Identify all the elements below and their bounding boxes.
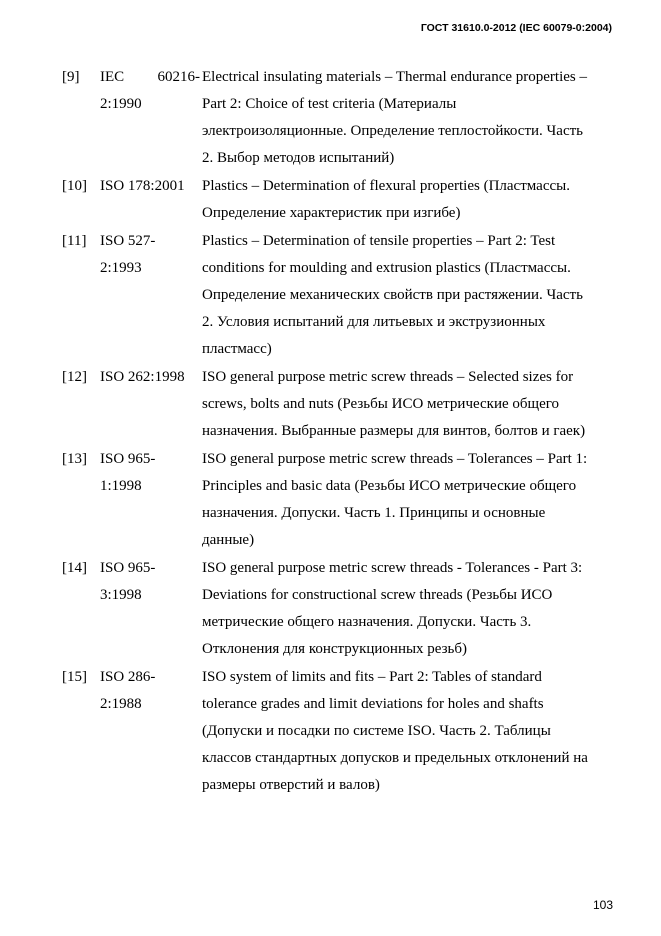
reference-code-line2: 3:1998	[100, 587, 142, 603]
reference-code-line2: 1:1998	[100, 478, 142, 494]
reference-code	[100, 364, 202, 445]
reference-code-line1: ISO 527-	[100, 233, 156, 249]
reference-code	[100, 64, 202, 172]
reference-title: Plastics – Determination of tensile properties – Part 2: Test conditions for moulding and extrusion plastics (Пластмассы. Определение механических свойств при растяжении. Часть 2. Условия испытаний для литьевых и экструзионных пластмасс)	[202, 233, 583, 357]
reference-code	[100, 555, 202, 663]
reference-item-15	[62, 664, 593, 799]
reference-code-line1: ISO 965-	[100, 560, 156, 576]
reference-title: ISO general purpose metric screw threads – Selected sizes for screws, bolts and nuts (Резьбы ИСО метрические общего назначения. Выбранные размеры для винтов, болтов и гаек)	[202, 369, 586, 439]
reference-title: ISO system of limits and fits – Part 2: Tables of standard tolerance grades and limit deviations for holes and shafts (Допуски и посадки по системе ISO. Часть 2. Таблицы классов стандартных допусков и предельных отклонений на размеры отверстий и валов)	[202, 669, 588, 793]
reference-code	[100, 664, 202, 799]
reference-number: [11]	[62, 233, 87, 249]
reference-item-11	[62, 228, 593, 363]
reference-number: [10]	[62, 178, 87, 194]
reference-code-line1: ISO 965-	[100, 451, 156, 467]
reference-code	[100, 446, 202, 554]
reference-item-14	[62, 555, 593, 663]
reference-title: ISO general purpose metric screw threads - Tolerances - Part 3: Deviations for constructional screw threads (Резьбы ИСО метрические общего назначения. Допуски. Часть 3. Отклонения для конструкционных резьб)	[202, 560, 583, 657]
reference-code-part2: 60216-	[157, 69, 200, 85]
reference-title: Plastics – Determination of flexural properties (Пластмассы. Определение характеристик при изгибе)	[202, 178, 570, 221]
reference-item-13	[62, 446, 593, 554]
reference-code-line1	[100, 64, 200, 91]
reference-title: Electrical insulating materials – Thermal endurance properties – Part 2: Choice of test criteria (Материалы электроизоляционные. Определение теплостойкости. Часть 2. Выбор методов испытаний)	[202, 69, 587, 166]
reference-item-12	[62, 364, 593, 445]
reference-code-line1: ISO 286-	[100, 669, 156, 685]
page-number: 103	[592, 898, 613, 912]
reference-number: [15]	[62, 669, 87, 685]
document-header: ГОСТ 31610.0-2012 (IEC 60079-0:2004)	[420, 22, 612, 34]
reference-code-line1: ISO 262:1998	[100, 369, 185, 385]
reference-code-line1: ISO 178:2001	[100, 178, 185, 194]
reference-number: [12]	[62, 369, 87, 385]
reference-number: [13]	[62, 451, 87, 467]
reference-number: [14]	[62, 560, 87, 576]
reference-code	[100, 228, 202, 363]
reference-item-9	[62, 64, 593, 172]
reference-item-10	[62, 173, 593, 227]
reference-code-part1: IEC	[100, 69, 125, 85]
reference-list	[62, 64, 593, 800]
reference-code-line2: 2:1988	[100, 696, 142, 712]
reference-number: [9]	[62, 69, 80, 85]
reference-title: ISO general purpose metric screw threads – Tolerances – Part 1: Principles and basic data (Резьбы ИСО метрические общего назначения. Допуски. Часть 1. Принципы и основные данные)	[202, 451, 588, 548]
reference-code-line2: 2:1993	[100, 260, 142, 276]
reference-code-line2: 2:1990	[100, 96, 142, 112]
reference-code	[100, 173, 202, 227]
